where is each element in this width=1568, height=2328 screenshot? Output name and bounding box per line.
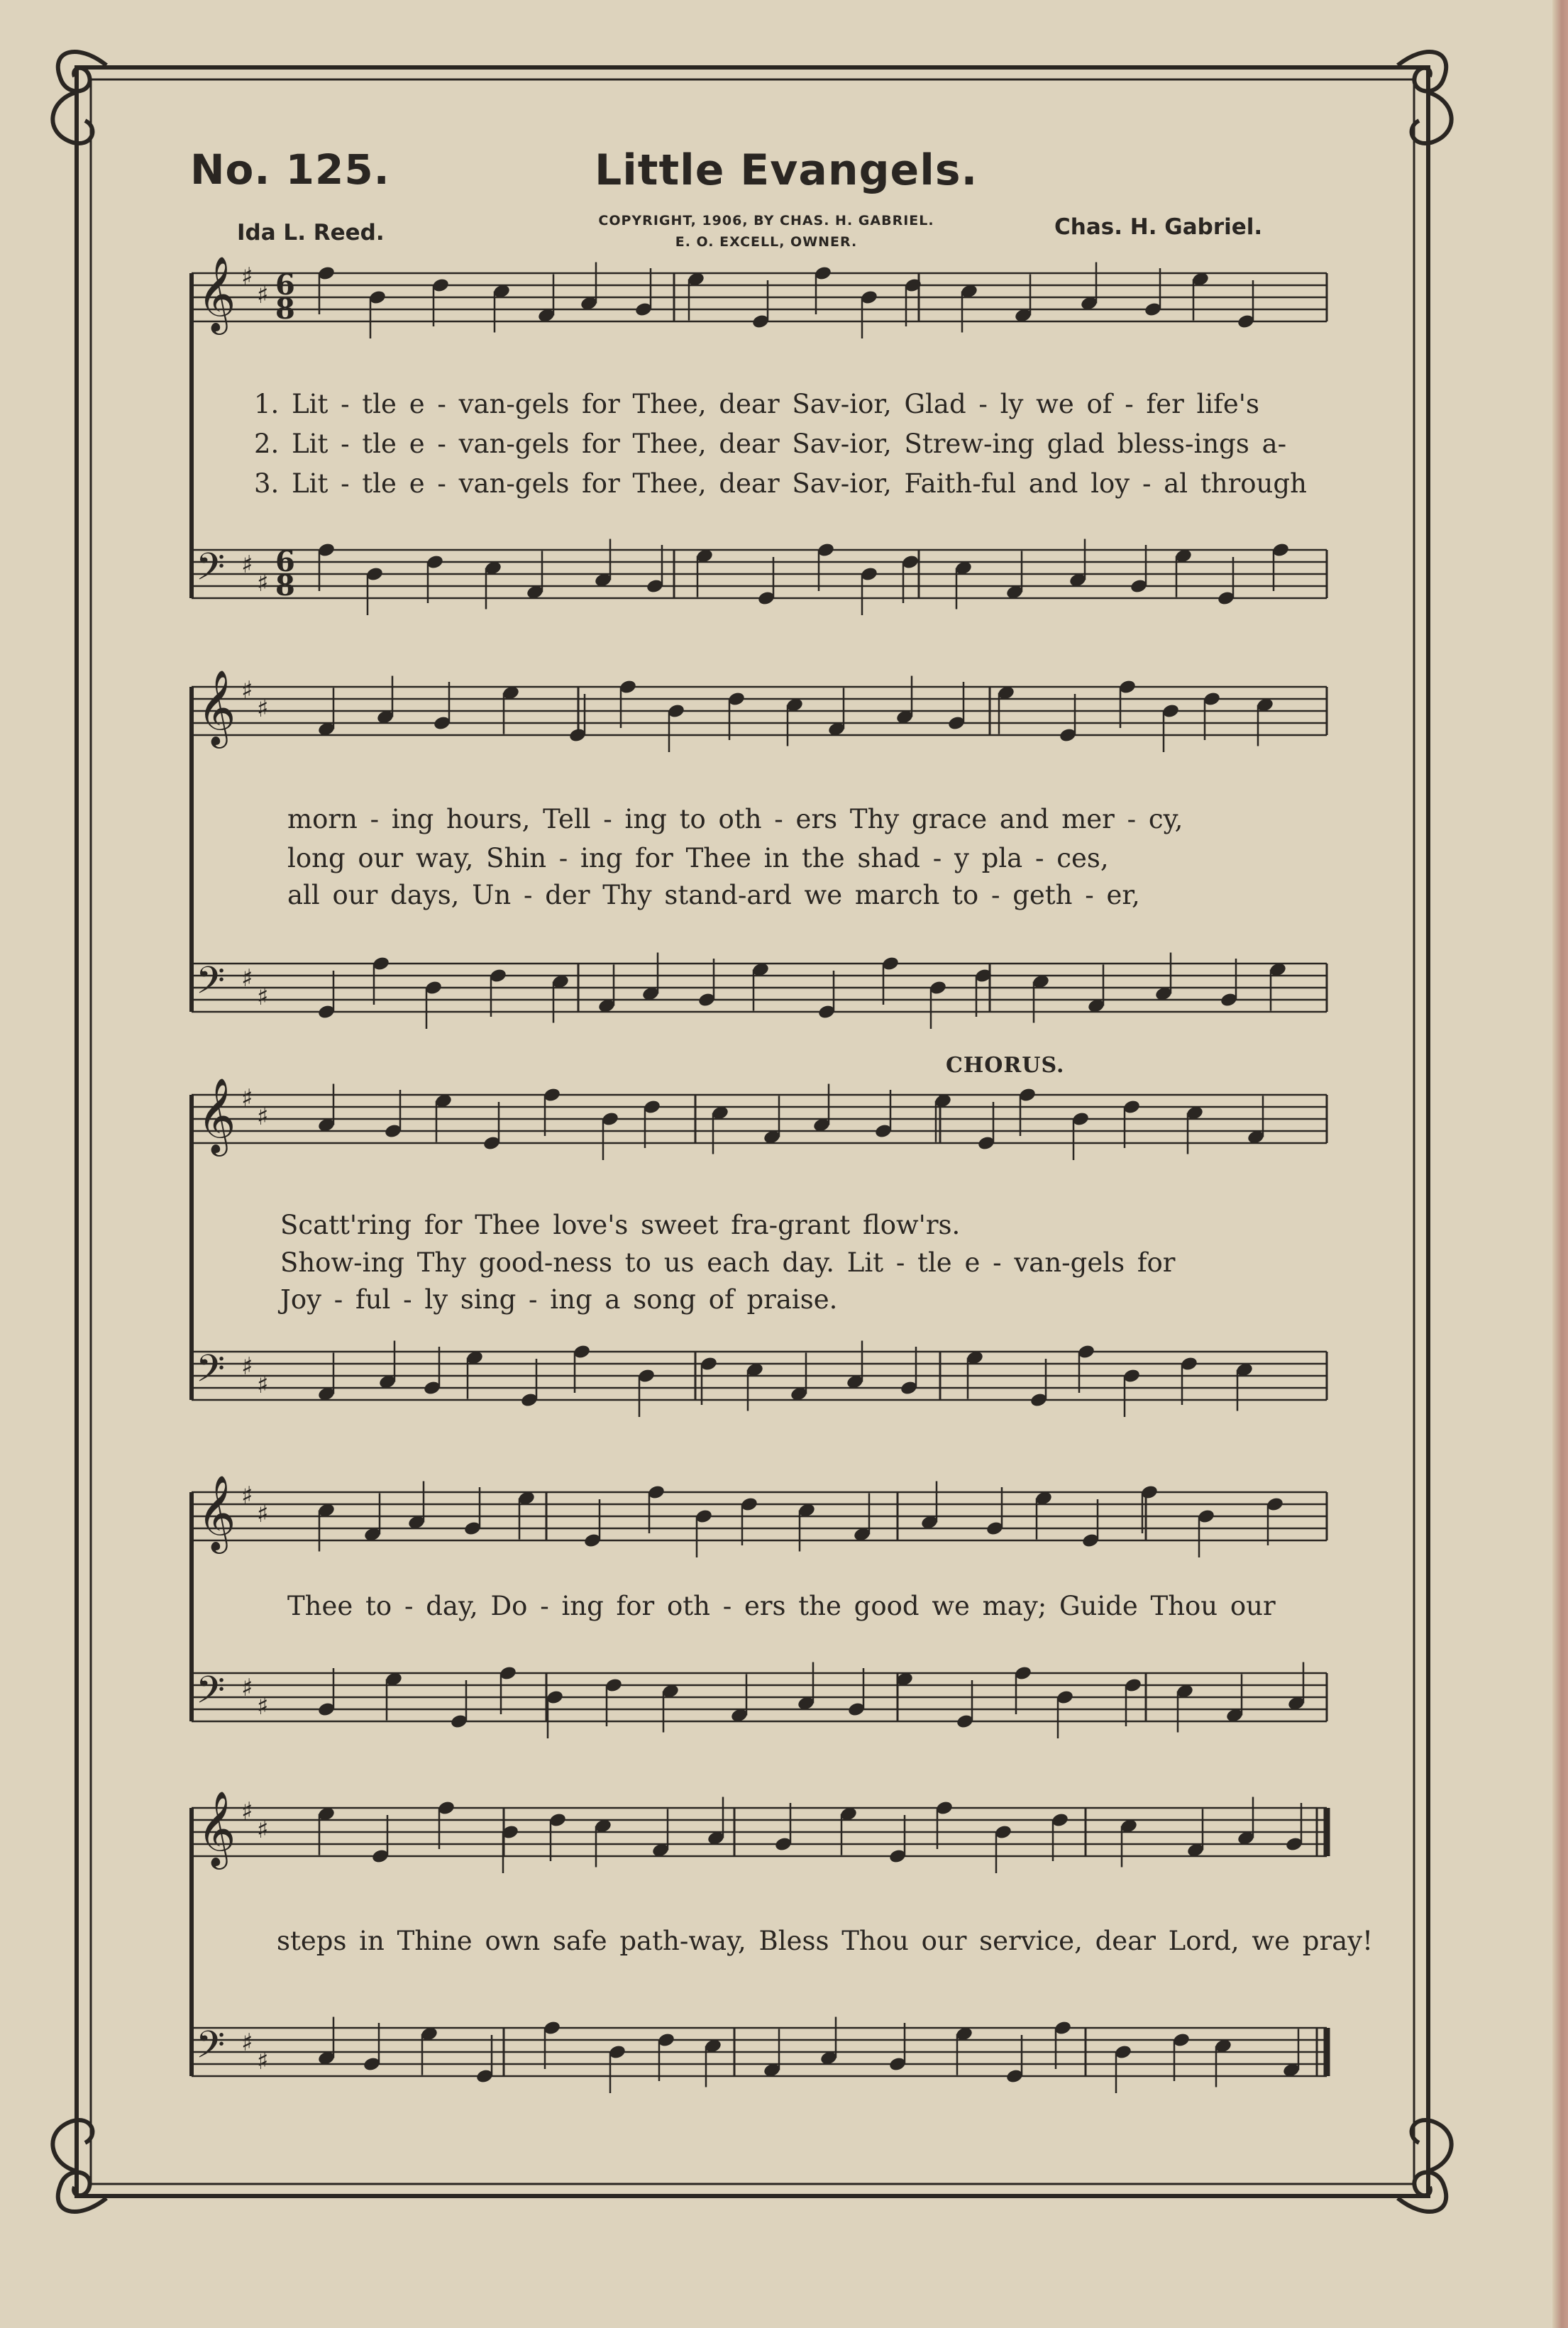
lyric-line: Scatt'ring for Thee love's sweet fra-grant flow'rs. bbox=[280, 1210, 961, 1240]
music-notation bbox=[192, 255, 1327, 2093]
lyric-line: 3. Lit - tle e - van-gels for Thee, dear Sav-ior, Faith-ful and loy - al through bbox=[254, 468, 1307, 499]
chorus-label: CHORUS. bbox=[946, 1053, 1065, 1078]
sharp-icon: ♯ bbox=[257, 569, 269, 597]
sharp-icon: ♯ bbox=[241, 964, 253, 993]
bass-clef-icon: 𝄢 bbox=[196, 2024, 226, 2076]
treble-clef-icon: 𝄞 bbox=[197, 669, 236, 745]
sharp-icon: ♯ bbox=[257, 1692, 269, 1721]
composer-credit: Chas. H. Gabriel. bbox=[1054, 214, 1263, 240]
treble-clef-icon: 𝄞 bbox=[197, 1077, 236, 1153]
hymn-title: Little Evangels. bbox=[595, 145, 978, 195]
time-signature: 8 bbox=[275, 569, 295, 602]
bass-clef-icon: 𝄢 bbox=[196, 1669, 226, 1721]
sharp-icon: ♯ bbox=[241, 676, 253, 705]
sharp-icon: ♯ bbox=[241, 1084, 253, 1113]
lyric-line: Thee to - day, Do - ing for oth - ers the good we may; Guide Thou our bbox=[287, 1591, 1276, 1621]
lyric-line: all our days, Un - der Thy stand-ard we march to - geth - er, bbox=[287, 880, 1140, 910]
bass-clef-icon: 𝄢 bbox=[196, 959, 226, 1012]
sharp-icon: ♯ bbox=[257, 695, 269, 723]
treble-clef-icon: 𝄞 bbox=[197, 1474, 236, 1550]
copyright-line-2: E. O. EXCELL, OWNER. bbox=[675, 234, 858, 250]
sharp-icon: ♯ bbox=[241, 2029, 253, 2057]
lyric-line: Show-ing Thy good-ness to us each day. Lit - tle e - van-gels for bbox=[280, 1247, 1176, 1278]
bass-clef-icon: 𝄢 bbox=[196, 1347, 226, 1400]
sharp-icon: ♯ bbox=[257, 1816, 269, 1844]
treble-clef-icon: 𝄞 bbox=[197, 255, 236, 331]
lyricist-credit: Ida L. Reed. bbox=[237, 220, 385, 246]
sharp-icon: ♯ bbox=[241, 1674, 253, 1702]
sharp-icon: ♯ bbox=[257, 1103, 269, 1131]
time-signature: 6 bbox=[275, 545, 295, 578]
copyright-line-1: COPYRIGHT, 1906, BY CHAS. H. GABRIEL. bbox=[598, 213, 934, 228]
sharp-icon: ♯ bbox=[257, 983, 269, 1011]
sharp-icon: ♯ bbox=[241, 263, 253, 291]
sharp-icon: ♯ bbox=[257, 281, 269, 309]
time-signature: 8 bbox=[275, 292, 295, 326]
bass-clef-icon: 𝄢 bbox=[196, 546, 226, 598]
sharp-icon: ♯ bbox=[241, 1352, 253, 1381]
sharp-icon: ♯ bbox=[241, 1797, 253, 1826]
lyric-line: 2. Lit - tle e - van-gels for Thee, dear Sav-ior, Strew-ing glad bless-ings a- bbox=[254, 429, 1287, 459]
sharp-icon: ♯ bbox=[257, 1371, 269, 1399]
lyric-line: 1. Lit - tle e - van-gels for Thee, dear Sav-ior, Glad - ly we of - fer life's bbox=[254, 389, 1259, 419]
treble-clef-icon: 𝄞 bbox=[197, 1790, 236, 1866]
sharp-icon: ♯ bbox=[241, 1482, 253, 1510]
sharp-icon: ♯ bbox=[257, 2047, 269, 2075]
lyric-line: morn - ing hours, Tell - ing to oth - ers Thy grace and mer - cy, bbox=[287, 804, 1183, 834]
sharp-icon: ♯ bbox=[241, 551, 253, 579]
lyric-line: Joy - ful - ly sing - ing a song of praise. bbox=[280, 1284, 838, 1315]
time-signature: 6 bbox=[275, 268, 295, 302]
hymn-number: No. 125. bbox=[190, 145, 390, 194]
lyric-line: steps in Thine own safe path-way, Bless Thou our service, dear Lord, we pray! bbox=[277, 1926, 1373, 1956]
sharp-icon: ♯ bbox=[257, 1500, 269, 1528]
lyric-line: long our way, Shin - ing for Thee in the shad - y pla - ces, bbox=[287, 843, 1109, 873]
